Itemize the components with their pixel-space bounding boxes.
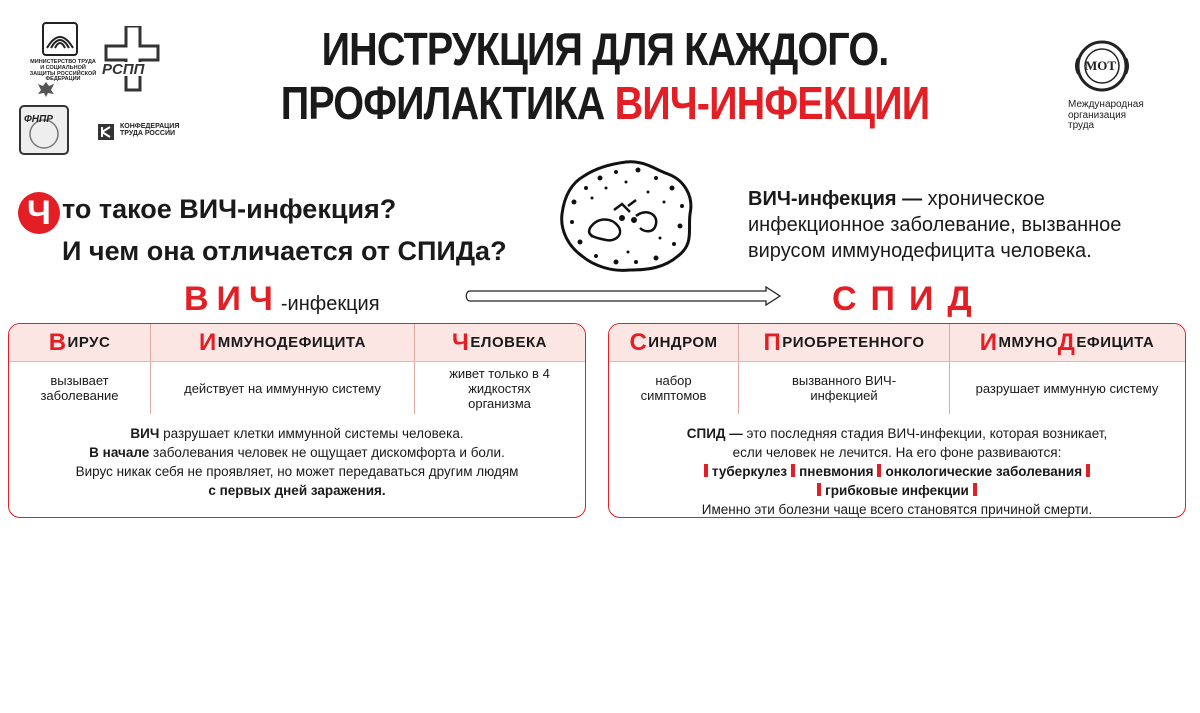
rspp-logo [98, 26, 164, 92]
question-line-1-rest: то такое ВИЧ-инфекция? [62, 194, 397, 224]
hiv-col-immuno-desc: действует на иммунную систему [151, 362, 415, 414]
disease-item: онкологические заболевания [885, 464, 1083, 479]
hiv-card [8, 323, 586, 518]
disease-divider [704, 464, 708, 477]
hiv-card-footer [9, 414, 585, 500]
eagle-icon [36, 80, 56, 98]
hiv-footer-line-3: Вирус никак себя не проявляет, но может передаваться другим людям [75, 464, 519, 479]
hiv-definition [748, 186, 1168, 264]
hiv-footer-p2-text: заболевания человек не ощущает дискомфорта и боли. [149, 445, 505, 460]
hiv-heading-red: ВИЧ [184, 280, 281, 318]
aids-section-heading: СПИД [832, 280, 986, 318]
hiv-heading-black: -инфекция [280, 293, 380, 315]
confederation-mark-icon [98, 124, 114, 140]
aids-diseases-line-2 [629, 481, 1165, 500]
aids-col-immunodef-rest: ММУНО [998, 334, 1058, 351]
question-heading [18, 192, 558, 268]
eagle-emblem [36, 80, 56, 98]
disease-item: пневмония [799, 464, 874, 479]
fnpr-emblem-icon [18, 104, 70, 156]
hiv-section-heading [184, 280, 380, 319]
aids-col-immunodef-header [950, 324, 1184, 361]
aids-col-acquired-rest: РИОБРЕТЕННОГО [782, 334, 925, 351]
aids-col-immunodef-desc: разрушает иммунную систему [975, 380, 1159, 396]
hiv-col-immuno-cap: И [199, 328, 217, 356]
definition-term: ВИЧ-инфекция — [748, 188, 923, 210]
aids-col-syndrome-header [609, 324, 739, 361]
rspp-emblem-icon [98, 26, 164, 92]
aids-col-syndrome-rest: ИНДРОМ [648, 334, 718, 351]
title-line-2-red: ВИЧ-ИНФЕКЦИИ [614, 77, 930, 129]
hiv-card-header [9, 324, 585, 362]
title-line-1: ИНСТРУКЦИЯ ДЛЯ КАЖДОГО. [321, 23, 889, 75]
hiv-footer-line-1 [29, 424, 565, 443]
disease-divider [877, 464, 881, 477]
aids-footer-line-1 [629, 424, 1165, 443]
hiv-col-immuno-header [151, 324, 415, 361]
aids-col-immunodef-rest-2: ЕФИЦИТА [1076, 334, 1155, 351]
definition-text: хроническое инфекционное заболевание, вызванное вирусом иммунодефицита человека. [748, 188, 1122, 262]
hiv-footer-p4-bold: с первых дней заражения. [208, 483, 386, 498]
question-line-1 [18, 192, 558, 234]
rspp-logo-text: РСПП [102, 61, 145, 78]
aids-card-header [609, 324, 1185, 362]
ilo-mark-text: МОТ [1085, 58, 1117, 73]
aids-card [608, 323, 1186, 518]
disease-divider [973, 483, 977, 496]
virus-icon [556, 158, 696, 274]
aids-col-immunodef-cap: И [979, 328, 998, 356]
title-line-2-black: ПРОФИЛАКТИКА [280, 77, 615, 129]
aids-col-syndrome-desc: набор симптомов [609, 362, 739, 414]
question-line-2: И чем она отличается от СПИДа? [62, 236, 507, 266]
hiv-footer-line-2 [29, 443, 565, 462]
aids-footer-line-4: Именно эти болезни чаще всего становятся причиной смерти. [701, 502, 1093, 517]
aids-col-acquired-cap: П [763, 328, 782, 356]
page-title [257, 22, 954, 130]
hiv-footer-p1-text: разрушает клетки иммунной системы человека. [159, 426, 464, 441]
hiv-col-immuno-rest: ММУНОДЕФИЦИТА [217, 334, 366, 351]
hiv-footer-line-4 [29, 481, 565, 500]
hiv-col-virus-cap: В [48, 328, 67, 356]
aids-card-footer [609, 414, 1185, 518]
aids-footer-p1-text: это последняя стадия ВИЧ-инфекции, которая возникает, [742, 426, 1108, 441]
confederation-logo-text: КОНФЕДЕРАЦИЯ ТРУДА РОССИИ [120, 123, 180, 138]
hiv-col-human-header [415, 324, 584, 361]
question-initial-badge: Ч [18, 192, 60, 234]
ilo-logo [1068, 40, 1158, 140]
aids-col-acquired-desc: вызванного ВИЧ-инфекцией [739, 362, 950, 414]
ministry-emblem-icon [42, 22, 78, 56]
hiv-footer-p1-bold: ВИЧ [130, 426, 160, 441]
hiv-col-virus-header [9, 324, 151, 361]
disease-divider [791, 464, 795, 477]
arrow-right-icon [464, 286, 784, 306]
disease-divider [1086, 464, 1090, 477]
disease-divider [817, 483, 821, 496]
confederation-logo [98, 122, 208, 142]
hiv-col-human-rest: ЕЛОВЕКА [470, 334, 547, 351]
hiv-col-human-desc: живет только в 4 жидкостях организма [449, 365, 550, 411]
aids-footer-line-2: если человек не лечится. На его фоне развиваются: [732, 445, 1062, 460]
ministry-logo-text: МИНИСТЕРСТВО ТРУДА И СОЦИАЛЬНОЙ ЗАЩИТЫ РОССИЙСКОЙ ФЕДЕРАЦИИ [29, 59, 97, 83]
disease-item: туберкулез [711, 464, 788, 479]
hiv-card-desc-row [9, 362, 585, 414]
title-line-2 [257, 76, 954, 130]
transition-arrow [464, 286, 784, 306]
aids-col-syndrome-cap: С [629, 328, 648, 356]
fnpr-logo-text: ФНПР [24, 114, 53, 125]
aids-card-desc-row [609, 362, 1185, 414]
hiv-col-virus-rest: ИРУС [67, 334, 111, 351]
ilo-logo-text: Международная организация труда [1068, 99, 1144, 131]
hiv-col-virus-desc: вызывает заболевание [9, 362, 151, 414]
aids-footer-p1-bold: СПИД — [686, 426, 743, 441]
aids-col-acquired-header [739, 324, 950, 361]
hiv-footer-p2-bold: В начале [89, 445, 150, 460]
virus-illustration [556, 158, 696, 274]
aids-diseases-line-1 [629, 462, 1165, 481]
aids-col-immunodef-cap-2: Д [1057, 328, 1076, 356]
fnpr-logo [18, 104, 70, 156]
hiv-col-human-cap: Ч [452, 328, 470, 356]
disease-item: грибковые инфекции [825, 483, 969, 498]
